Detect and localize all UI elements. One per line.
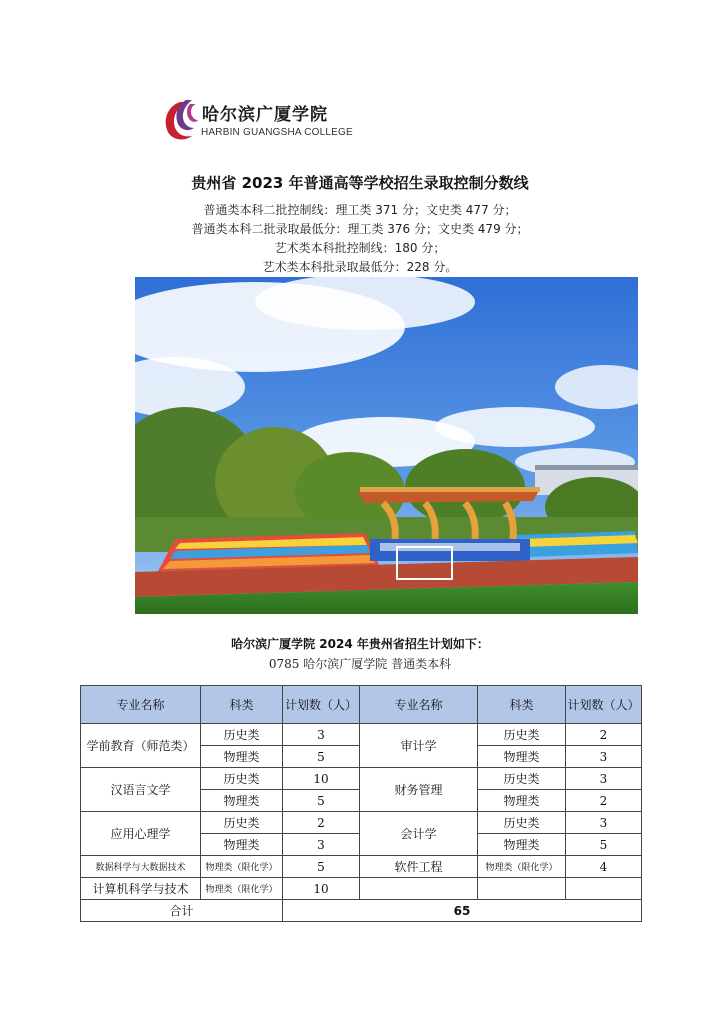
plan-subtitle: 0785 哈尔滨广厦学院 普通类本科 [268,657,452,671]
category-cell: 物理类 [201,790,283,812]
count-cell: 3 [283,834,360,856]
category-cell: 物理类 [201,834,283,856]
category-cell: 历史类 [478,812,566,834]
count-cell: 2 [566,724,642,746]
category-cell: 物理类 [478,834,566,856]
major-cell: 应用心理学 [81,812,201,856]
count-cell: 5 [283,746,360,768]
score-line: 普通类本科二批控制线：理工类 371 分；文史类 477 分； [203,203,517,217]
college-logo [160,98,360,146]
category-cell: 物理类 [478,790,566,812]
count-cell: 3 [566,746,642,768]
major-cell: 会计学 [360,812,478,856]
count-cell: 3 [566,768,642,790]
logo-name-cn: 哈尔滨广厦学院 [202,105,328,125]
major-cell: 计算机科学与技术 [81,878,201,900]
table-header-row [81,686,642,724]
score-lines [0,201,720,277]
table-row [81,856,642,878]
enrollment-plan-table [80,685,642,922]
plan-title: 哈尔滨广厦学院 2024 年贵州省招生计划如下： [231,637,489,651]
category-cell: 物理类（限化学） [201,856,283,878]
header-cell: 计划数（人） [566,686,642,724]
major-cell: 数据科学与大数据技术 [81,856,201,878]
major-cell: 财务管理 [360,768,478,812]
table-row [81,724,642,746]
score-line: 艺术类本科批录取最低分：228 分。 [262,260,458,274]
category-cell: 历史类 [201,812,283,834]
count-cell: 5 [283,790,360,812]
header-cell: 科类 [201,686,283,724]
header-cell: 专业名称 [81,686,201,724]
category-cell: 历史类 [201,768,283,790]
count-cell: 5 [283,856,360,878]
table-total-row [81,900,642,922]
score-line: 艺术类本科批控制线：180 分； [274,241,446,255]
count-cell: 10 [283,768,360,790]
category-cell: 物理类 [478,746,566,768]
total-label: 合计 [81,900,283,922]
empty-cell [566,878,642,900]
count-cell: 3 [283,724,360,746]
category-cell: 历史类 [201,724,283,746]
table-row [81,878,642,900]
count-cell: 2 [566,790,642,812]
table-row [81,812,642,834]
category-cell: 物理类（限化学） [478,856,566,878]
table-row [81,768,642,790]
logo-name-en: HARBIN GUANGSHA COLLEGE [201,127,353,138]
major-cell: 汉语言文学 [81,768,201,812]
count-cell: 5 [566,834,642,856]
count-cell: 4 [566,856,642,878]
header-cell: 科类 [478,686,566,724]
category-cell: 历史类 [478,768,566,790]
header-cell: 专业名称 [360,686,478,724]
category-cell: 历史类 [478,724,566,746]
campus-stadium-photo [135,277,638,614]
empty-cell [478,878,566,900]
page-title: 贵州省 2023 年普通高等学校招生录取控制分数线 [191,174,529,192]
major-cell: 审计学 [360,724,478,768]
major-cell: 软件工程 [360,856,478,878]
count-cell: 2 [283,812,360,834]
logo-emblem-icon [160,98,200,144]
count-cell: 10 [283,878,360,900]
count-cell: 3 [566,812,642,834]
header-cell: 计划数（人） [283,686,360,724]
empty-cell [360,878,478,900]
major-cell: 学前教育（师范类） [81,724,201,768]
score-line: 普通类本科二批录取最低分：理工类 376 分；文史类 479 分； [191,222,529,236]
category-cell: 物理类（限化学） [201,878,283,900]
category-cell: 物理类 [201,746,283,768]
total-value: 65 [283,900,642,922]
